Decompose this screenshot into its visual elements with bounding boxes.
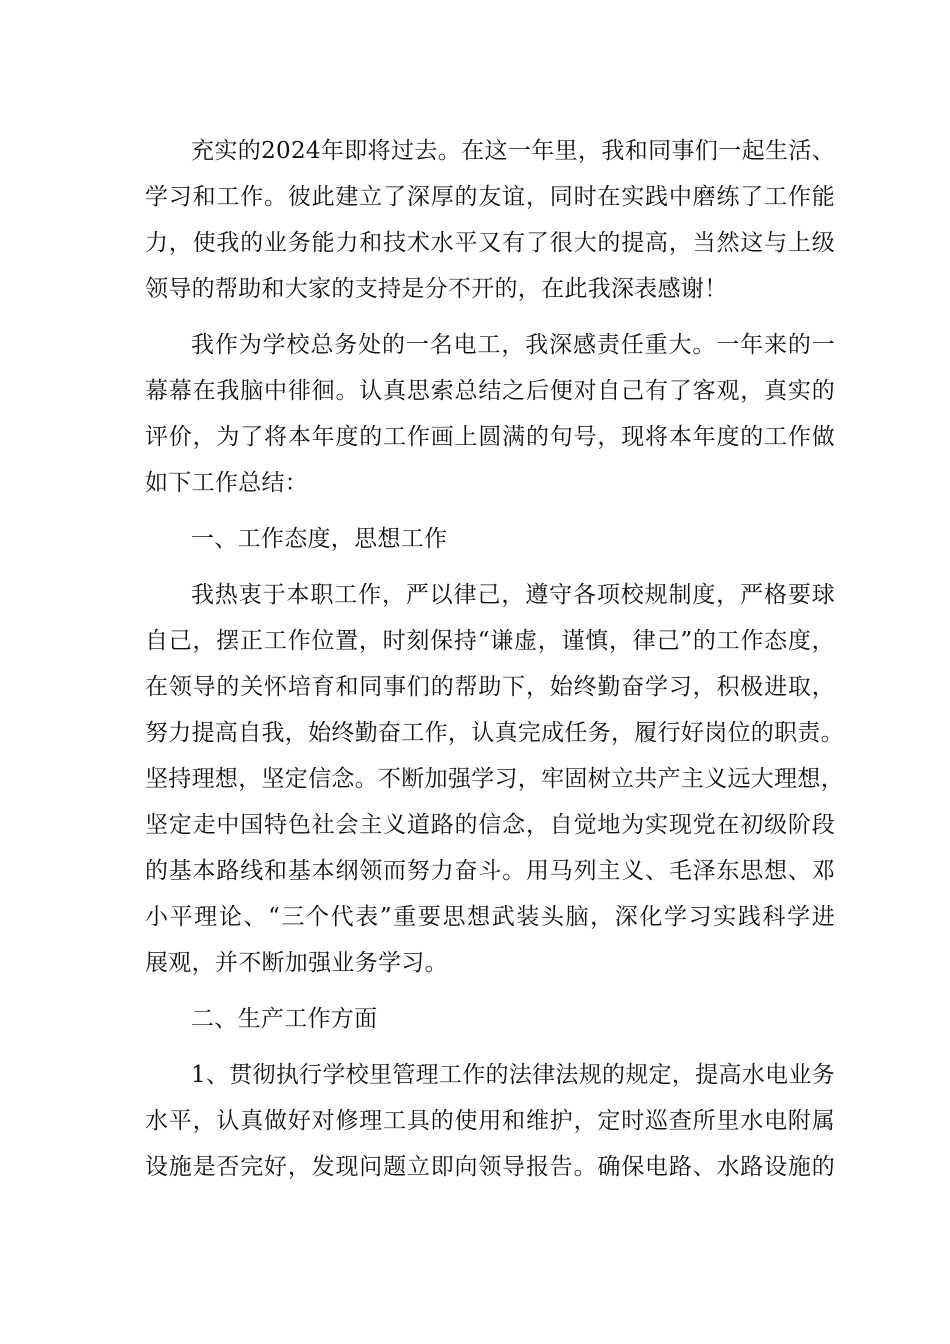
text-line: 我热衷于本职工作，严以律己，遵守各项校规制度，严格要球: [191, 582, 835, 608]
text-line: 在领导的关怀培育和同事们的帮助下，始终勤奋学习，积极进取，: [145, 674, 835, 700]
text-line: 力，使我的业务能力和技术水平又有了很大的提高，当然这与上级: [145, 230, 835, 256]
paragraph-role: [145, 322, 835, 506]
text-line: 的基本路线和基本纲领而努力奋斗。用马列主义、毛泽东思想、邓: [145, 858, 835, 884]
text-line: 充实的2024年即将过去。在这一年里，我和同事们一起生活、: [191, 138, 835, 164]
text-line: 自己，摆正工作位置，时刻保持“谦虚，谨慎，律己”的工作态度，: [145, 628, 835, 654]
section-heading: 一、工作态度，思想工作: [191, 526, 448, 552]
text-line: 如下工作总结：: [145, 470, 309, 496]
text-line: 小平理论、“三个代表”重要思想武装头脑，深化学习实践科学进: [145, 904, 835, 930]
text-line: 展观，并不断加强业务学习。: [145, 950, 448, 976]
text-line: 幕幕在我脑中徘徊。认真思索总结之后便对自己有了客观，真实的: [145, 378, 835, 404]
paragraph-intro: [145, 128, 835, 312]
section-heading-2: [145, 996, 835, 1042]
paragraph-spacer: [145, 312, 835, 322]
text-line: 坚定走中国特色社会主义道路的信念，自觉地为实现党在初级阶段: [145, 812, 835, 838]
paragraph-spacer: [145, 1042, 835, 1052]
text-line: 水平，认真做好对修理工具的使用和维护，定时巡查所里水电附属: [145, 1108, 835, 1134]
text-line: 我作为学校总务处的一名电工，我深感责任重大。一年来的一: [191, 332, 835, 358]
section-heading-1: [145, 516, 835, 562]
paragraph-production: [145, 1052, 835, 1190]
paragraph-attitude: [145, 572, 844, 986]
paragraph-spacer: [145, 506, 835, 516]
text-line: 1、贯彻执行学校里管理工作的法律法规的规定，提高水电业务: [191, 1062, 836, 1088]
document-body: [145, 128, 844, 1190]
text-line: 领导的帮助和大家的支持是分不开的，在此我深表感谢！: [145, 276, 728, 302]
text-line: 设施是否完好，发现问题立即向领导报告。确保电路、水路设施的: [145, 1154, 835, 1180]
text-line: 努力提高自我，始终勤奋工作，认真完成任务，履行好岗位的职责。: [145, 720, 844, 746]
section-heading: 二、生产工作方面: [191, 1006, 378, 1032]
text-line: 坚持理想，坚定信念。不断加强学习，牢固树立共产主义远大理想，: [145, 766, 844, 792]
paragraph-spacer: [145, 562, 835, 572]
text-line: 评价，为了将本年度的工作画上圆满的句号，现将本年度的工作做: [145, 424, 835, 450]
paragraph-spacer: [145, 986, 835, 996]
text-line: 学习和工作。彼此建立了深厚的友谊，同时在实践中磨练了工作能: [145, 184, 835, 210]
